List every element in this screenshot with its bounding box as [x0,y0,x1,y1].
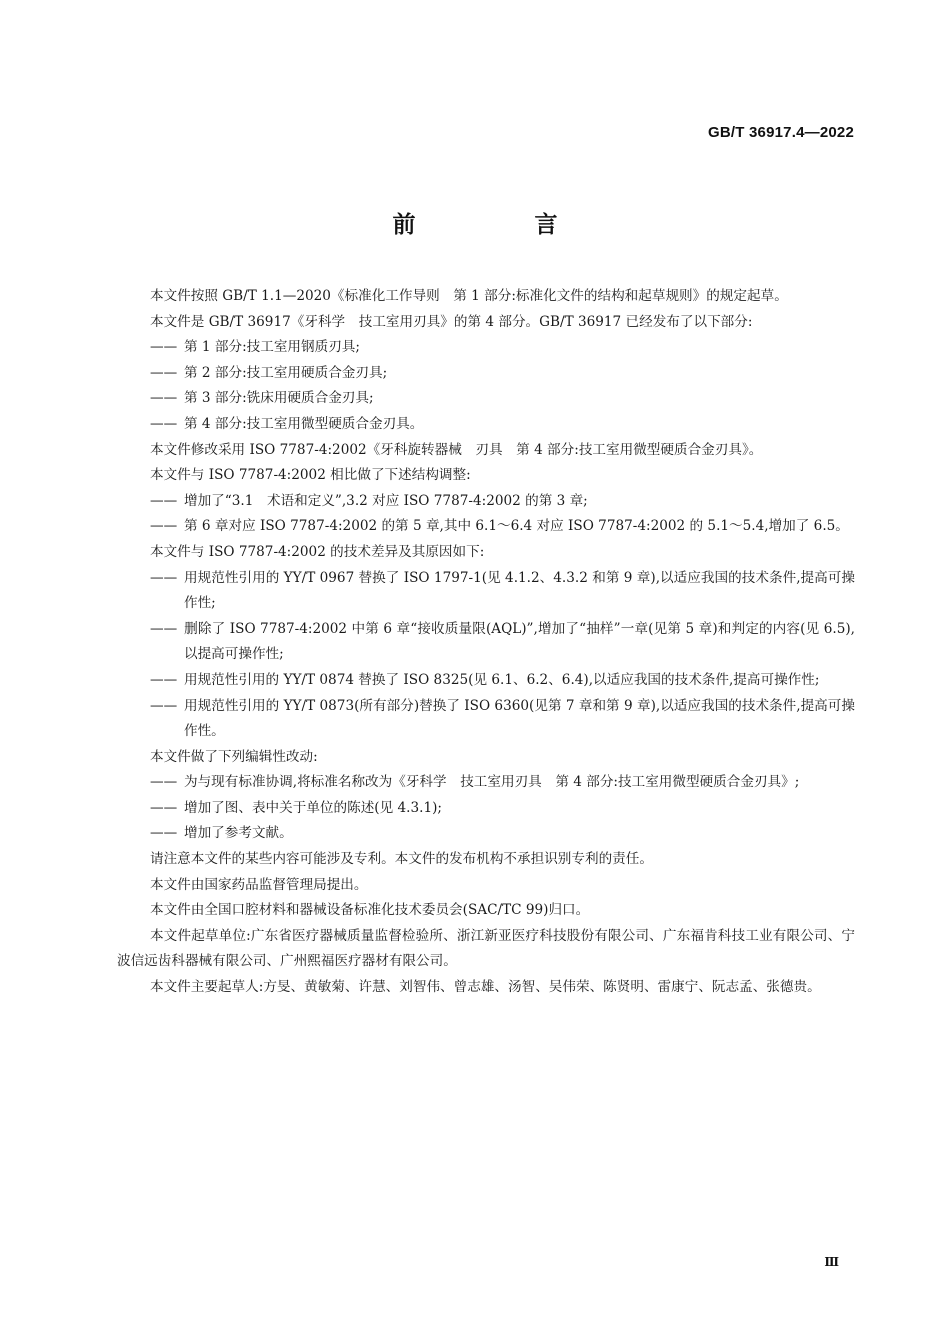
list-dash: —— [150,799,178,816]
list-item [117,566,855,617]
list-item [117,668,855,694]
paragraph: 请注意本文件的某些内容可能涉及专利。本文件的发布机构不承担识别专利的责任。 [150,851,653,868]
list-item-text: 用规范性引用的 YY/T 0874 替换了 ISO 8325(见 6.1、6.2、6.4),以适应我国的技术条件,提高可操作性; [184,671,820,688]
list-item-text: 用规范性引用的 YY/T 0873(所有部分)替换了 ISO 6360(见第 7 章和第 9 章),以适应我国的技术条件,提高可操作性。 [184,697,855,740]
paragraph: 本文件起草单位:广东省医疗器械质量监督检验所、浙江新亚医疗科技股份有限公司、广东福肯科技工业有限公司、宁波信远齿科器械有限公司、广州熙福医疗器材有限公司。 [117,927,855,970]
list-item-text: 增加了“3.1 术语和定义”,3.2 对应 ISO 7787-4:2002 的第 3 章; [184,492,588,509]
page-title: 前 言 [392,212,606,238]
list-item [117,514,855,540]
paragraph: 本文件由国家药品监督管理局提出。 [150,876,368,893]
list-item-text: 用规范性引用的 YY/T 0967 替换了 ISO 1797-1(见 4.1.2、4.3.2 和第 9 章),以适应我国的技术条件,提高可操作性; [184,569,855,612]
list-dash: —— [150,364,178,381]
list-item-text: 删除了 ISO 7787-4:2002 中第 6 章“接收质量限(AQL)”,增加了“抽样”一章(见第 5 章)和判定的内容(见 6.5),以提高可操作性; [184,620,855,663]
list-dash: —— [150,697,178,714]
paragraph: 本文件由全国口腔材料和器械设备标准化技术委员会(SAC/TC 99)归口。 [150,902,590,919]
list-dash: —— [150,569,178,586]
list-item [117,361,855,387]
list-item [117,617,855,668]
list-dash: —— [150,492,178,509]
list-item-text: 第 3 部分:铣床用硬质合金刃具; [184,390,374,407]
list-item [117,412,855,438]
list-dash: —— [150,671,178,688]
list-dash: —— [150,518,178,535]
list-item [117,770,855,796]
list-dash: —— [150,415,178,432]
paragraph: 本文件按照 GB/T 1.1—2020《标准化工作导则 第 1 部分:标准化文件的结构和起草规则》的规定起草。 [150,288,788,304]
list-dash: —— [150,825,178,842]
list-item-text: 为与现有标准协调,将标准名称改为《牙科学 技工室用刃具 第 4 部分:技工室用微型硬质合金刃具》; [184,774,800,791]
list-item [117,386,855,412]
paragraph: 本文件与 ISO 7787-4:2002 的技术差异及其原因如下: [150,543,485,560]
list-item [117,796,855,822]
paragraph: 本文件是 GB/T 36917《牙科学 技工室用刃具》的第 4 部分。GB/T 36917 已经发布了以下部分: [150,313,753,330]
list-dash: —— [150,390,178,407]
list-item-text: 第 2 部分:技工室用硬质合金刃具; [184,364,388,381]
paragraph: 本文件修改采用 ISO 7787-4:2002《牙科旋转器械 刃具 第 4 部分:技工室用微型硬质合金刃具》。 [150,441,763,458]
list-item [117,489,855,515]
list-dash: —— [150,339,178,356]
list-item [117,335,855,361]
list-item-text: 第 4 部分:技工室用微型硬质合金刃具。 [184,415,424,432]
list-item [117,821,855,847]
paragraph: 本文件做了下列编辑性改动: [150,748,318,765]
paragraph: 本文件主要起草人:方旻、黄敏菊、许慧、刘智伟、曾志雄、汤智、吴伟荣、陈贤明、雷康宁、阮志孟、张德贵。 [150,979,821,996]
standard-code: GB/T 36917.4—2022 [708,124,854,141]
list-item [117,694,855,745]
list-item-text: 增加了图、表中关于单位的陈述(见 4.3.1); [184,799,443,816]
list-item-text: 第 6 章对应 ISO 7787-4:2002 的第 5 章,其中 6.1～6.4 对应 ISO 7787-4:2002 的 5.1～5.4,增加了 6.5。 [184,518,849,535]
page-number: Ⅲ [824,1255,839,1269]
list-dash: —— [150,774,178,791]
list-item-text: 第 1 部分:技工室用钢质刃具; [184,339,360,356]
paragraph: 本文件与 ISO 7787-4:2002 相比做了下述结构调整: [150,467,471,484]
list-dash: —— [150,620,178,637]
document-body [117,284,855,1001]
list-item-text: 增加了参考文献。 [184,825,293,842]
